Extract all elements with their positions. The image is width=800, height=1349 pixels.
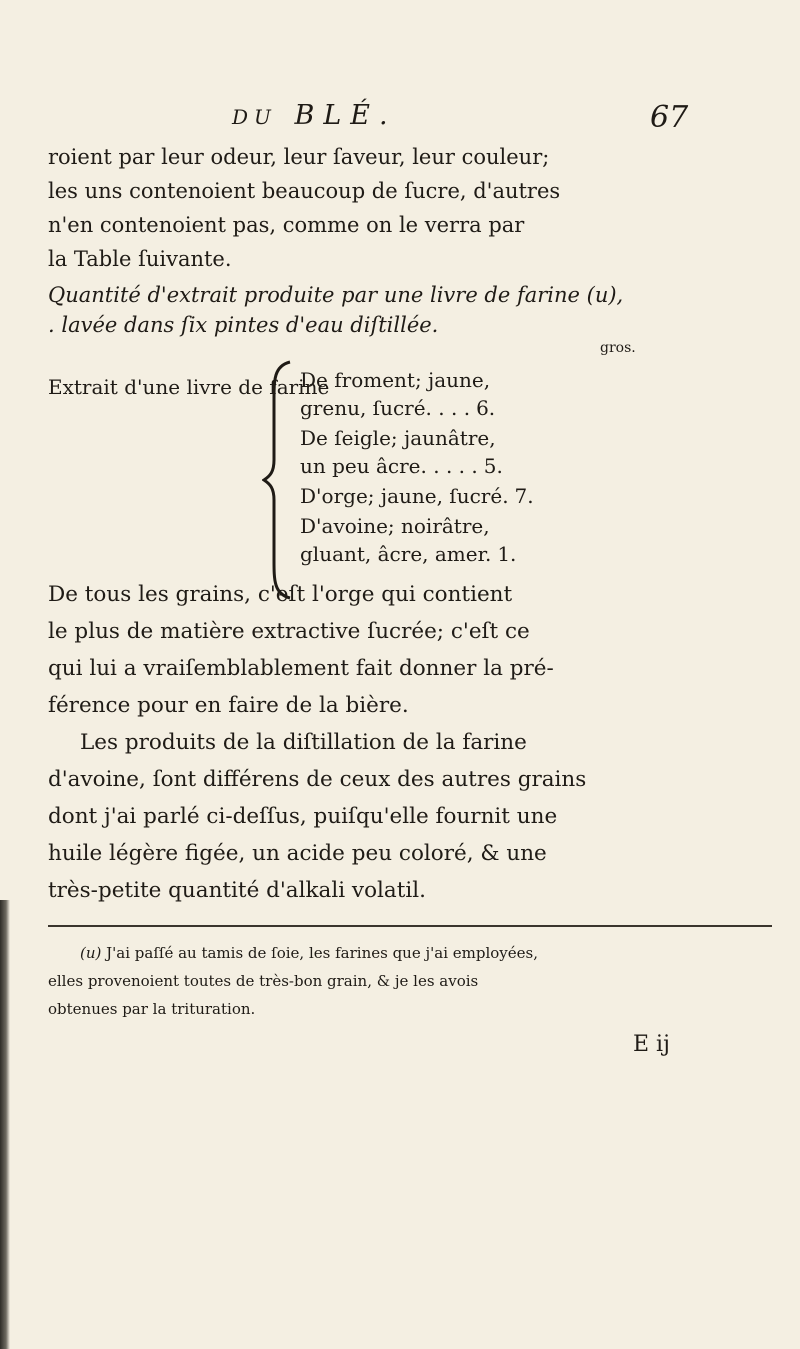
table-entry-seigle: [300, 424, 503, 480]
curly-brace: [262, 360, 298, 600]
entry-line: De froment; jaune,: [300, 368, 491, 392]
table-entry-avoine: [300, 512, 516, 568]
entry-line: grenu, ſucré. . . .: [300, 396, 471, 420]
footnote-rule: [48, 925, 772, 927]
running-title-main: BLÉ.: [294, 100, 397, 131]
entry-line: D'orge; jaune, ſucré.: [300, 484, 509, 508]
text-line: férence pour en faire de la bière.: [48, 693, 409, 718]
entry-value: 1.: [497, 542, 517, 566]
text-line: les uns contenoient beaucoup de ſucre, d'autres: [48, 179, 561, 203]
text-line: le plus de matière extractive ſucrée; c'eſt ce: [48, 619, 530, 644]
footnote-line-2: elles provenoient toutes de très-bon grain, & je les avois: [48, 972, 479, 990]
entry-line: gluant, âcre, amer.: [300, 542, 492, 566]
footnote-marker: (u): [80, 944, 102, 962]
entry-line: D'avoine; noirâtre,: [300, 514, 490, 538]
entry-value: 7.: [514, 484, 534, 508]
text-line: la Table ſuivante.: [48, 247, 232, 271]
table-row-label: Extrait d'une livre de farine: [48, 375, 330, 399]
signature-mark: E ij: [633, 1032, 670, 1057]
text-line: très-petite quantité d'alkali volatil.: [48, 878, 426, 903]
text-line: dont j'ai parlé ci-deſſus, puiſqu'elle fournit une: [48, 804, 558, 829]
footnote-line-1: [80, 940, 538, 966]
text-line: d'avoine, ſont différens de ceux des autres grains: [48, 767, 587, 792]
table-caption-line-2: . lavée dans ſix pintes d'eau diſtillée.: [48, 313, 439, 337]
entry-value: 6.: [476, 396, 496, 420]
text-line: qui lui a vraiſemblablement fait donner la pré-: [48, 656, 554, 681]
table-unit: gros.: [600, 340, 636, 356]
running-title-prefix: DU: [232, 105, 277, 129]
text-line: n'en contenoient pas, comme on le verra par: [48, 213, 525, 237]
entry-line: un peu âcre. . . . .: [300, 454, 478, 478]
entry-value: 5.: [483, 454, 503, 478]
table-caption-line-1: Quantité d'extrait produite par une livre de farine (u),: [48, 283, 624, 307]
text-line: huile légère figée, un acide peu coloré, & une: [48, 841, 547, 866]
page-number: 67: [650, 100, 689, 135]
page-edge-shadow: [0, 900, 10, 1349]
table-entry-orge: [300, 482, 534, 510]
page-header: [0, 100, 800, 140]
running-title: [232, 100, 397, 131]
text-line: Les produits de la diſtillation de la farine: [80, 730, 527, 755]
table-entry-froment: [300, 366, 495, 422]
text-line: roient par leur odeur, leur ſaveur, leur couleur;: [48, 145, 550, 169]
text-line: De tous les grains, c'eſt l'orge qui contient: [48, 582, 513, 607]
entry-line: De ſeigle; jaunâtre,: [300, 426, 496, 450]
footnote-line-3: obtenues par la trituration.: [48, 1000, 256, 1018]
footnote-text: J'ai paſſé au tamis de ſoie, les farines que j'ai employées,: [106, 944, 538, 962]
